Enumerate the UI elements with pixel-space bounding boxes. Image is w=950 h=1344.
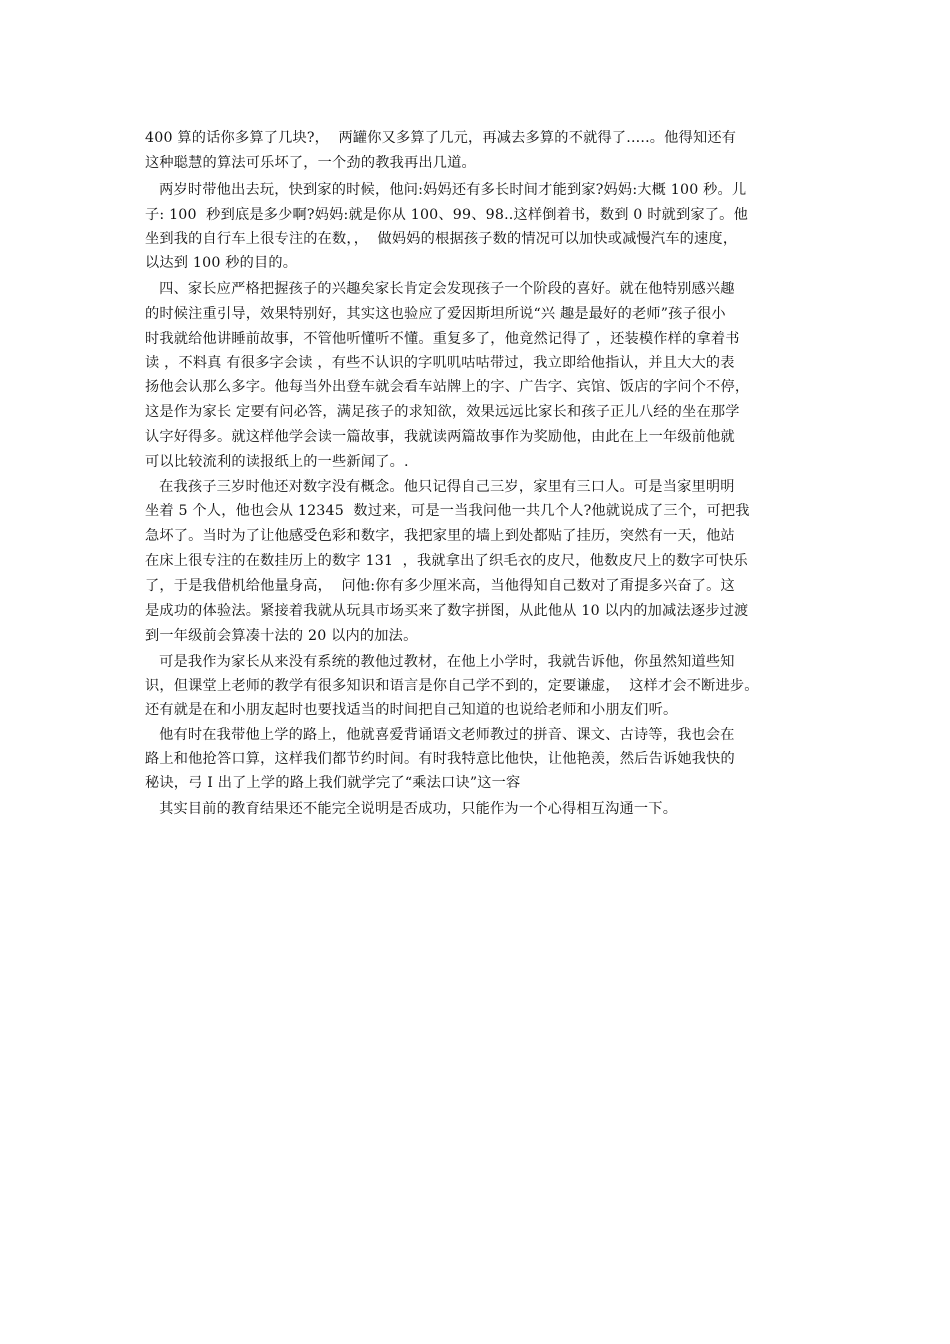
text-line: 这是作为家长 定要有问必答，满足孩子的求知欲，效果远远比家长和孩子正儿八经的坐在那学 (145, 404, 740, 420)
text-line: 其实目前的教育结果还不能完全说明是否成功，只能作为一个心得相互沟通一下。 (145, 801, 678, 817)
text-line: 是成功的体验法。紧接着我就从玩具市场买来了数字拼图，从此他从 10 以内的加减法逐步过渡 (145, 603, 749, 619)
text-line: 扬他会认那么多字。他每当外出登车就会看车站牌上的字、广告字、宾馆、饭店的字问个不停， (145, 379, 750, 395)
text-line: 秘诀，弓 I 出了上学的路上我们就学完了“乘法口诀”这一容 (145, 775, 521, 791)
text-line: 识，但课堂上老师的教学有很多知识和语言是你自己学不到的，定要谦虚， 这样才会不断进步。 (145, 678, 759, 694)
text-line: 两岁时带他出去玩，快到家的时候，他问:妈妈还有多长时间才能到家?妈妈:大概 100 秒。儿 (145, 182, 747, 198)
text-line: 四、家长应严格把握孩子的兴趣矣家长肯定会发现孩子一个阶段的喜好。就在他特别感兴趣 (145, 281, 735, 297)
text-line: 急坏了。当时为了让他感受色彩和数字，我把家里的墙上到处都贴了挂历，突然有一天，他站 (145, 528, 735, 544)
text-line: 子: 100 秒到底是多少啊?妈妈:就是你从 100、99、98..这样倒着书，数到 0 时就到家了。他 (145, 207, 748, 223)
text-line: 在床上很专注的在数挂历上的数字 131 ，我就拿出了织毛衣的皮尺，他数皮尺上的数字可快乐 (145, 553, 748, 569)
text-line: 的时候注重引导，效果特别好，其实这也验应了爱因斯坦所说“兴 趣是最好的老师”孩子很小 (145, 306, 726, 322)
text-line: 这种聪慧的算法可乐坏了，一个劲的教我再出几道。 (145, 155, 476, 171)
text-line: 在我孩子三岁时他还对数字没有概念。他只记得自己三岁，家里有三口人。可是当家里明明 (145, 479, 735, 495)
text-line: 他有时在我带他上学的路上，他就喜爱背诵语文老师教过的拼音、课文、古诗等，我也会在 (145, 727, 735, 743)
text-line: 读 ，不料真 有很多字会读 ，有些不认识的字叽叽咕咕带过，我立即给他指认，并且大大的表 (145, 355, 735, 371)
text-line: 了，于是我借机给他量身高， 问他:你有多少厘米高，当他得知自己数对了甭提多兴奋了。这 (145, 578, 735, 594)
text-line: 到一年级前会算凑十法的 20 以内的加法。 (145, 628, 418, 644)
text-line: 路上和他抢答口算，这样我们都节约时间。有时我特意比他快，让他艳羡，然后告诉她我快的 (145, 751, 735, 767)
text-line: 可是我作为家长从来没有系统的教他过教材，在他上小学时，我就告诉他，你虽然知道些知 (145, 654, 735, 670)
text-line: 认字好得多。就这样他学会读一篇故事，我就读两篇故事作为奖励他，由此在上一年级前他就 (145, 429, 735, 445)
text-line: 坐着 5 个人，他也会从 12345 数过来，可是一当我问他一共几个人?他就说成了三个，可把我 (145, 503, 750, 519)
text-line: 400 算的话你多算了几块?， 两罐你又多算了几元，再减去多算的不就得了.....。他得知还有 (145, 130, 737, 146)
text-line: 时我就给他讲睡前故事，不管他听懂听不懂。重复多了，他竟然记得了 ，还装模作样的拿着书 (145, 331, 740, 347)
text-line: 以达到 100 秒的目的。 (145, 255, 298, 271)
text-line: 坐到我的自行车上很专注的在数，， 做妈妈的根据孩子数的情况可以加快或减慢汽车的速度， (145, 231, 738, 247)
text-line: 可以比较流利的读报纸上的一些新闻了。. (145, 454, 409, 470)
text-line: 还有就是在和小朋友起时也要找适当的时间把自己知道的也说给老师和小朋友们听。 (145, 702, 678, 718)
